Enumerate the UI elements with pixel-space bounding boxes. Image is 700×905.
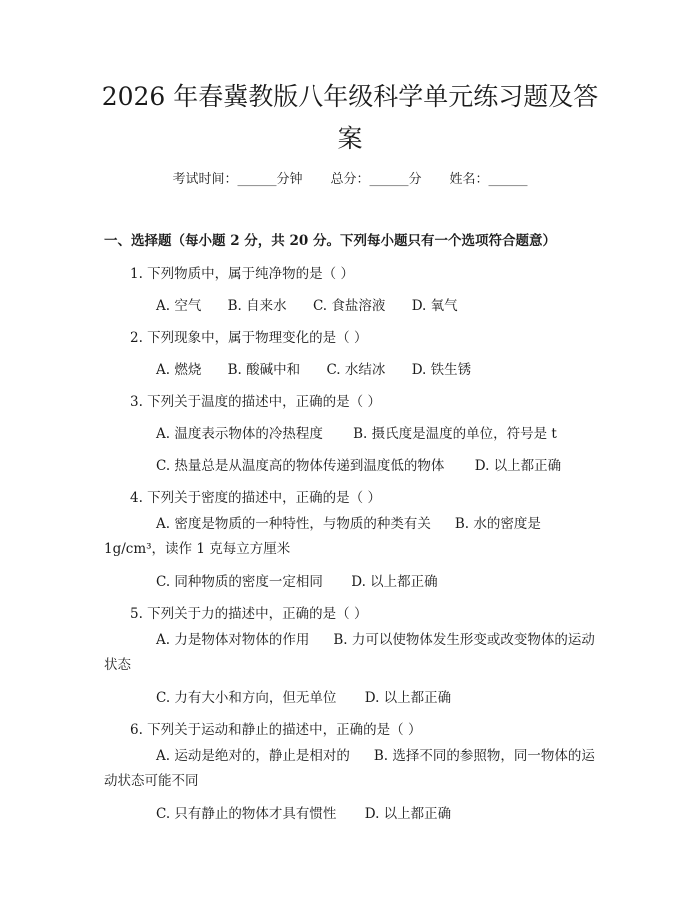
question-3-options-row2 [156,454,561,474]
option-a: A. 空气 [156,298,202,314]
question-1: 1. 下列物质中，属于纯净物的是（ ） [130,266,354,282]
question-1-options [156,294,458,314]
option-d: D. 以上都正确 [351,574,438,590]
option-d: D. 氧气 [411,298,458,314]
exam-info [0,168,700,187]
option-b: B. 酸碱中和 [227,362,301,378]
option-a: A. 温度表示物体的冷热程度 [156,426,323,442]
option-b: B. 水的密度是 1g/cm³，读作 1 克每立方厘米 [104,516,541,557]
option-b: B. 摄氏度是温度的单位，符号是 t [353,426,557,442]
question-4-options-row2 [156,570,438,590]
option-b: B. 力可以使物体发生形变或改变物体的运动状态 [104,632,595,673]
question-2-options [156,358,471,378]
option-c: C. 食盐溶液 [312,298,386,314]
option-d: D. 铁生锈 [411,362,472,378]
question-6: 6. 下列关于运动和静止的描述中，正确的是（ ） [130,722,422,738]
question-4: 4. 下列关于密度的描述中，正确的是（ ） [130,490,381,506]
question-3: 3. 下列关于温度的描述中，正确的是（ ） [130,394,381,410]
question-3-options-row1 [156,422,557,442]
question-2: 2. 下列现象中，属于物理变化的是（ ） [130,330,368,346]
option-c: C. 水结冰 [326,362,386,378]
question-6-options-row2 [156,802,451,822]
option-d: D. 以上都正确 [474,458,562,474]
option-a: A. 运动是绝对的，静止是相对的 [156,748,350,764]
option-a: A. 力是物体对物体的作用 [156,632,310,648]
option-d: D. 以上都正确 [364,690,452,706]
question-4-options-row1 [104,512,604,562]
option-a: A. 密度是物质的一种特性，与物质的种类有关 [156,516,431,532]
option-d: D. 以上都正确 [364,806,452,822]
option-c: C. 热量总是从温度高的物体传递到温度低的物体 [156,458,445,474]
exam-total-score: 总分：______分 [330,172,422,187]
option-c: C. 力有大小和方向，但无单位 [156,690,337,706]
page-title: 2026 年春冀教版八年级科学单元练习题及答案 [101,82,599,153]
option-b: B. 自来水 [227,298,287,314]
option-b: B. 选择不同的参照物，同一物体的运动状态可能不同 [104,748,595,789]
student-name: 姓名：______ [449,172,528,187]
exam-time: 考试时间：______分钟 [172,172,303,187]
question-5-options-row2 [156,686,451,706]
question-6-options-row1 [104,744,604,794]
option-c: C. 只有静止的物体才具有惯性 [156,806,337,822]
question-5: 5. 下列关于力的描述中，正确的是（ ） [130,606,368,622]
question-5-options-row1 [104,628,604,678]
option-c: C. 同种物质的密度一定相同 [156,574,323,590]
section-heading: 一、选择题（每小题 2 分，共 20 分。下列每小题只有一个选项符合题意） [104,233,556,249]
option-a: A. 燃烧 [156,362,202,378]
